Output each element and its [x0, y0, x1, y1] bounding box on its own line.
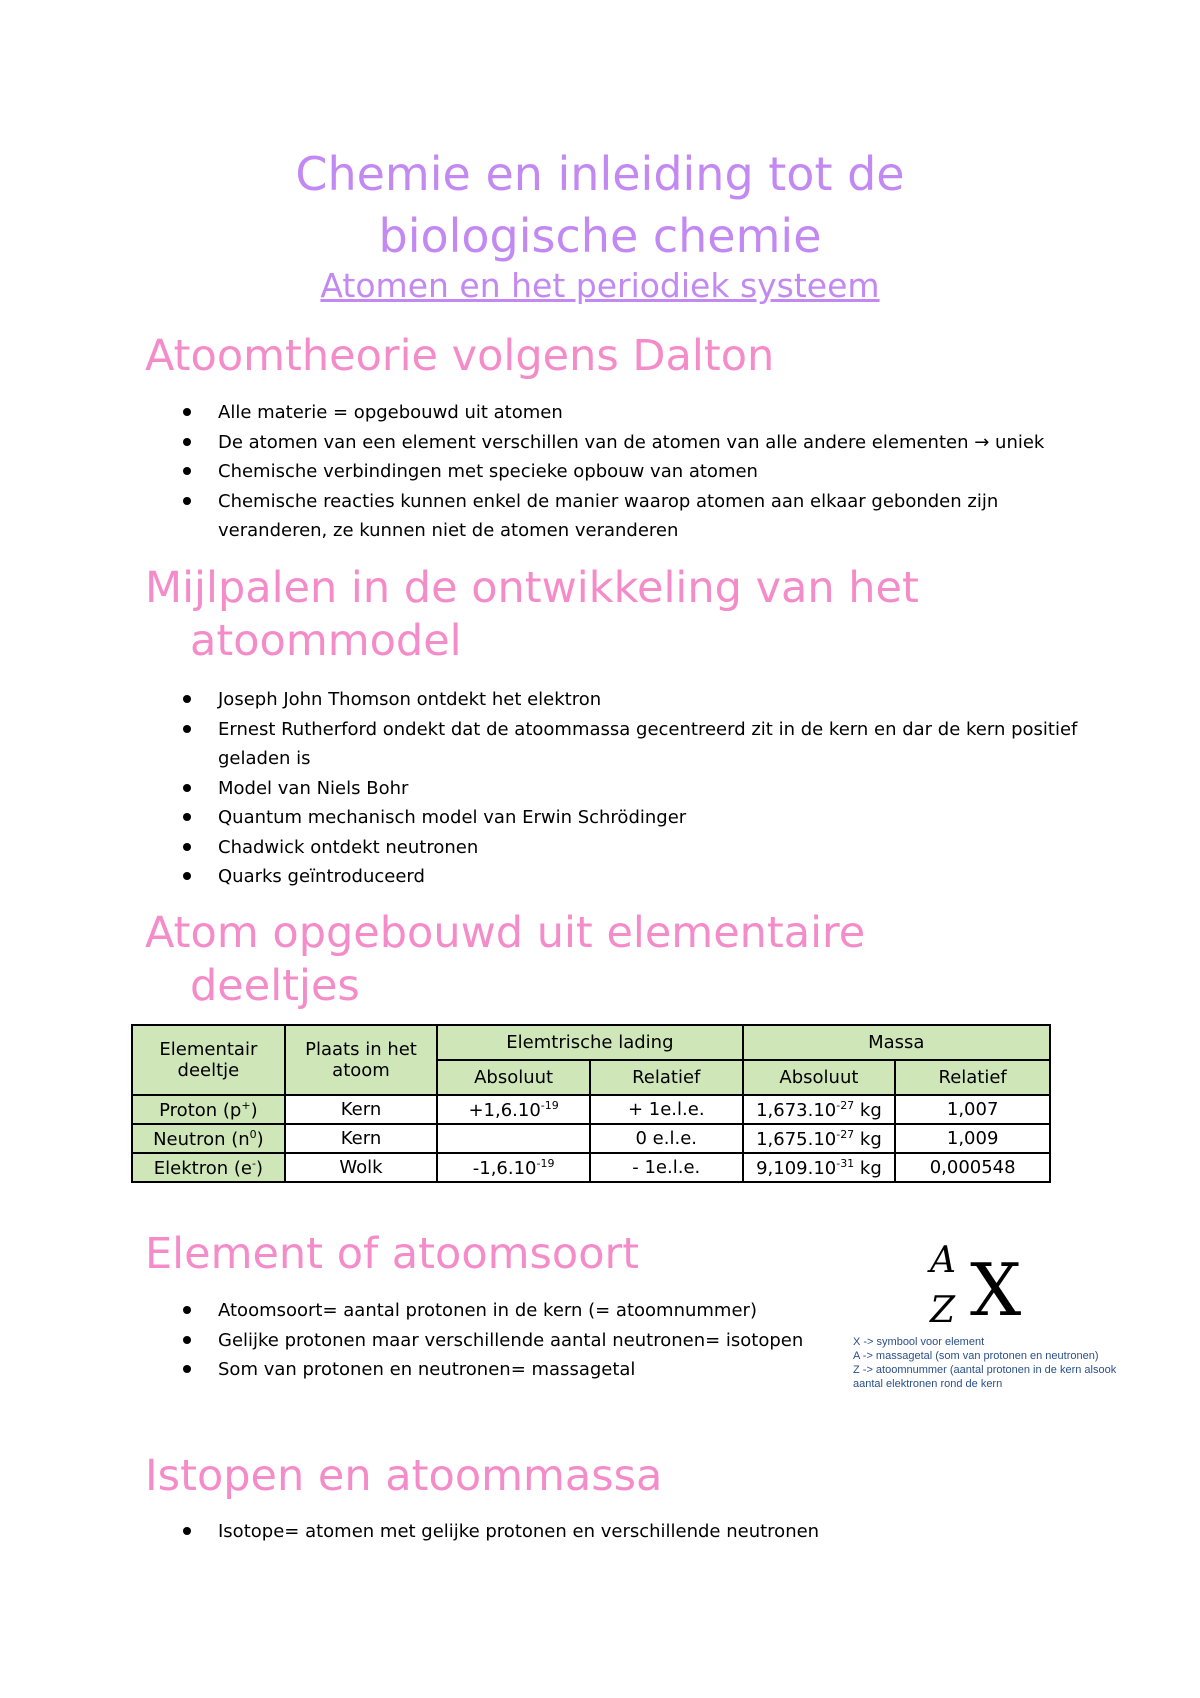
- list-item: Som van protonen en neutronen= massagetal: [0, 1355, 1078, 1385]
- legend-line: aantal elektronen rond de kern: [853, 1378, 1003, 1390]
- list-item: Quantum mechanisch model van Erwin Schrödinger: [0, 803, 1078, 833]
- cell-mass-absolute: $1,675.10^{-27}$ kg: [743, 1124, 896, 1153]
- notation-legend: [853, 1335, 1153, 1391]
- heading-isotopes: Istopen en atoommassa: [145, 1451, 663, 1501]
- document-subtitle: Atomen en het periodiek systeem: [320, 266, 880, 305]
- heading-milestones: [145, 562, 1105, 668]
- nuclide-notation: [925, 1240, 1055, 1340]
- heading-line-1: Mijlpalen in de ontwikkeling van het: [145, 563, 919, 613]
- cell-mass-relative: 1,009: [895, 1124, 1050, 1153]
- heading-dalton: Atoomtheorie volgens Dalton: [145, 331, 775, 381]
- list-item: Atoomsoort= aantal protonen in de kern (= atoomnummer): [0, 1296, 1078, 1326]
- cell-place: Kern: [285, 1124, 438, 1153]
- cell-charge-absolute: $+1,6.10^{-19}$: [437, 1095, 590, 1124]
- list-item: Chadwick ontdekt neutronen: [0, 833, 1078, 863]
- table-row: [132, 1095, 1050, 1124]
- list-milestones: [0, 685, 1100, 892]
- particles-table: [131, 1024, 1051, 1183]
- list-item: Chemische verbindingen met specieke opbouw van atomen: [0, 457, 1078, 487]
- header-charge-absolute: Absoluut: [437, 1060, 590, 1095]
- table-row: [132, 1124, 1050, 1153]
- mass-number-symbol: A: [930, 1240, 956, 1281]
- cell-charge-relative: - 1e.l.e.: [590, 1153, 743, 1182]
- header-place: Plaats in het atoom: [285, 1025, 438, 1095]
- header-charge-relative: Relatief: [590, 1060, 743, 1095]
- cell-mass-relative: 1,007: [895, 1095, 1050, 1124]
- list-item: Alle materie = opgebouwd uit atomen: [0, 398, 1078, 428]
- cell-charge-absolute: [437, 1124, 590, 1153]
- list-item: Chemische reacties kunnen enkel de manier waarop atomen aan elkaar gebonden zijn veranderen, ze kunnen niet de atomen veranderen: [0, 487, 1078, 546]
- title-line-2: biologische chemie: [378, 209, 822, 263]
- list-dalton: [0, 398, 1100, 546]
- heading-element: Element of atoomsoort: [145, 1229, 640, 1279]
- cell-mass-absolute: $9,109.10^{-31}$ kg: [743, 1153, 896, 1182]
- header-particle: Elementair deeltje: [132, 1025, 285, 1095]
- cell-place: Wolk: [285, 1153, 438, 1182]
- heading-line-2: atoommodel: [190, 616, 462, 666]
- list-item: Joseph John Thomson ontdekt het elektron: [0, 685, 1078, 715]
- cell-place: Kern: [285, 1095, 438, 1124]
- cell-charge-relative: + 1e.l.e.: [590, 1095, 743, 1124]
- legend-line: Z -> atoomnummer (aantal protonen in de kern alsook: [853, 1364, 1117, 1376]
- cell-particle: Neutron $(n^0)$: [132, 1124, 285, 1153]
- cell-mass-absolute: $1,673.10^{-27}$ kg: [743, 1095, 896, 1124]
- header-mass-absolute: Absoluut: [743, 1060, 896, 1095]
- heading-line-1: Atom opgebouwd uit elementaire: [145, 908, 866, 958]
- cell-particle: Elektron (e-): [132, 1153, 285, 1182]
- title-line-1: Chemie en inleiding tot de: [295, 147, 905, 201]
- cell-charge-absolute: $-1,6.10^{-19}$: [437, 1153, 590, 1182]
- header-mass-relative: Relatief: [895, 1060, 1050, 1095]
- cell-mass-relative: 0,000548: [895, 1153, 1050, 1182]
- cell-particle: Proton (p+): [132, 1095, 285, 1124]
- table-row: [132, 1153, 1050, 1182]
- list-item: De atomen van een element verschillen van de atomen van alle andere elementen → uniek: [0, 428, 1078, 458]
- list-item: Isotope= atomen met gelijke protonen en verschillende neutronen: [0, 1517, 1078, 1547]
- list-item: Ernest Rutherford ondekt dat de atoommassa gecentreerd zit in de kern en dar de kern positief geladen is: [0, 715, 1078, 774]
- heading-line-2: deeltjes: [190, 961, 360, 1011]
- document-title: [0, 143, 1200, 267]
- element-symbol: X: [970, 1248, 1022, 1332]
- atomic-number-symbol: Z: [930, 1290, 956, 1331]
- cell-charge-relative: 0 e.l.e.: [590, 1124, 743, 1153]
- list-isotopes: [0, 1517, 1100, 1547]
- list-item: Model van Niels Bohr: [0, 774, 1078, 804]
- legend-line: A -> massagetal (som van protonen en neutronen): [853, 1350, 1099, 1362]
- legend-line: X -> symbool voor element: [853, 1336, 985, 1348]
- heading-particles: [145, 907, 1105, 1013]
- header-mass: Massa: [743, 1025, 1050, 1060]
- header-charge: Elemtrische lading: [437, 1025, 742, 1060]
- list-item: Gelijke protonen maar verschillende aantal neutronen= isotopen: [0, 1326, 1078, 1356]
- list-item: Quarks geïntroduceerd: [0, 862, 1078, 892]
